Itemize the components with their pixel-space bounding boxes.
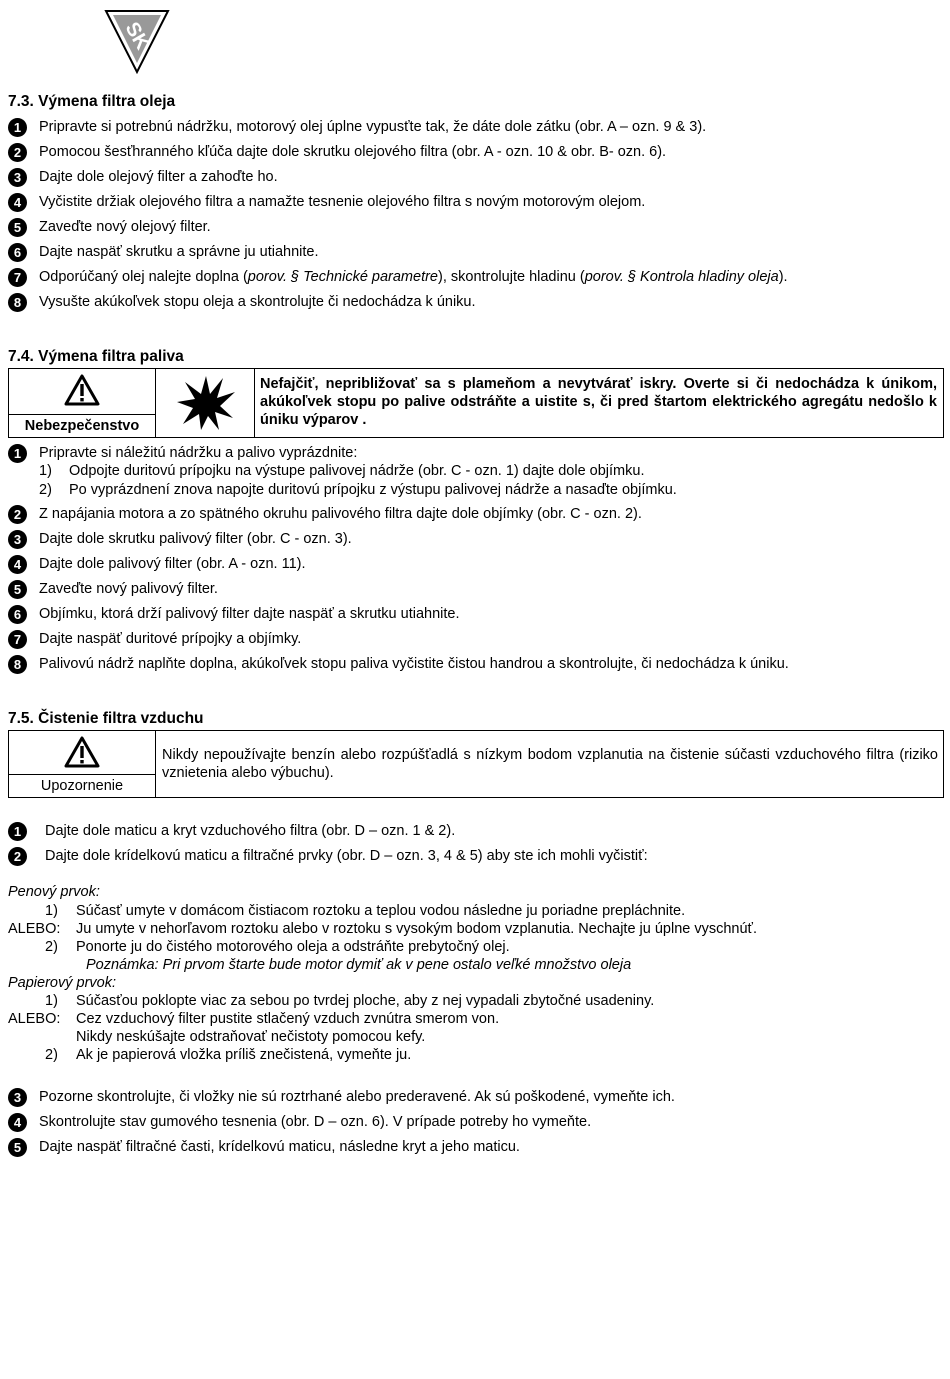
sub-item-number: 2) bbox=[45, 939, 58, 955]
sub-item-number: 1) bbox=[45, 903, 58, 919]
sub-item-text: Ak je papierová vložka príliš znečistená, vymeňte ju. bbox=[76, 1047, 412, 1063]
reference: porov. § Technické parametre bbox=[247, 269, 438, 285]
warning-icon bbox=[64, 736, 100, 768]
explosion-icon bbox=[175, 372, 237, 432]
foam-title: Penový prvok: bbox=[8, 884, 100, 900]
sub-item-text: Súčasť umyte v domácom čistiacom roztoku a teplou vodou následne ju poriadne prepláchnite. bbox=[76, 903, 686, 919]
section-title-7-4: 7.4. Výmena filtra paliva bbox=[8, 348, 184, 365]
or-label: ALEBO: bbox=[8, 1011, 61, 1027]
sub-item-text: Ponorte ju do čistého motorového oleja a odstráňte prebytočný olej. bbox=[76, 939, 510, 955]
foam-note: Poznámka: Pri prvom štarte bude motor dymiť ak v pene ostalo veľké množstvo oleja bbox=[86, 957, 632, 973]
caution-label: Upozornenie bbox=[9, 774, 155, 797]
sub-item-number: 1) bbox=[39, 463, 52, 479]
sub-item-text: Súčasťou poklopte viac za sebou po tvrdej ploche, aby z nej vypadali zbytočné usadeniny. bbox=[76, 993, 655, 1009]
sk-logo bbox=[104, 8, 170, 74]
sub-item-text: Odpojte duritovú prípojku na výstupe palivovej nádrže (obr. C - ozn. 1) dajte dole objímku. bbox=[69, 463, 645, 479]
paper-title: Papierový prvok: bbox=[8, 975, 116, 991]
warning-icon bbox=[64, 374, 100, 406]
sub-item-number: 2) bbox=[45, 1047, 58, 1063]
danger-box bbox=[8, 368, 944, 438]
section-title-7-5: 7.5. Čistenie filtra vzduchu bbox=[8, 710, 204, 727]
sub-item-text: Nikdy neskúšajte odstraňovať nečistoty pomocou kefy. bbox=[76, 1029, 426, 1045]
logo-text: SK bbox=[120, 18, 154, 54]
caution-text: Nikdy nepoužívajte benzín alebo rozpúšťadlá s nízkym bodom vzplanutia na čistenie súčasti vzduchového filtra (riziko vznietenia alebo výbuchu). bbox=[162, 747, 938, 781]
reference: porov. § Kontrola hladiny oleja bbox=[584, 269, 779, 285]
sub-item-text: Ju umyte v nehorľavom roztoku alebo v roztoku s vysokým bodom vzplanutia. Nechajte ju úplne vyschnúť. bbox=[76, 921, 758, 937]
sub-item-number: 1) bbox=[45, 993, 58, 1009]
danger-label: Nebezpečenstvo bbox=[9, 414, 155, 437]
sub-item-number: 2) bbox=[39, 482, 52, 498]
caution-box bbox=[8, 730, 944, 798]
danger-text: Nefajčiť, nepribližovať sa s plameňom a nevytvárať iskry. Overte si či nedochádza k únikom, akúkoľvek stopu po palive odstráňte a uistite s, či pred štartom elektrického agregátu nedošlo k úniku výparov . bbox=[260, 376, 937, 428]
or-label: ALEBO: bbox=[8, 921, 61, 937]
sub-item-text: Cez vzduchový filter pustite stlačený vzduch zvnútra smerom von. bbox=[76, 1011, 500, 1027]
section-title-7-3: 7.3. Výmena filtra oleja bbox=[8, 93, 176, 110]
sub-item-text: Po vyprázdnení znova napojte duritovú prípojku z výstupu palivovej nádrže a nasaďte objímku. bbox=[69, 482, 677, 498]
